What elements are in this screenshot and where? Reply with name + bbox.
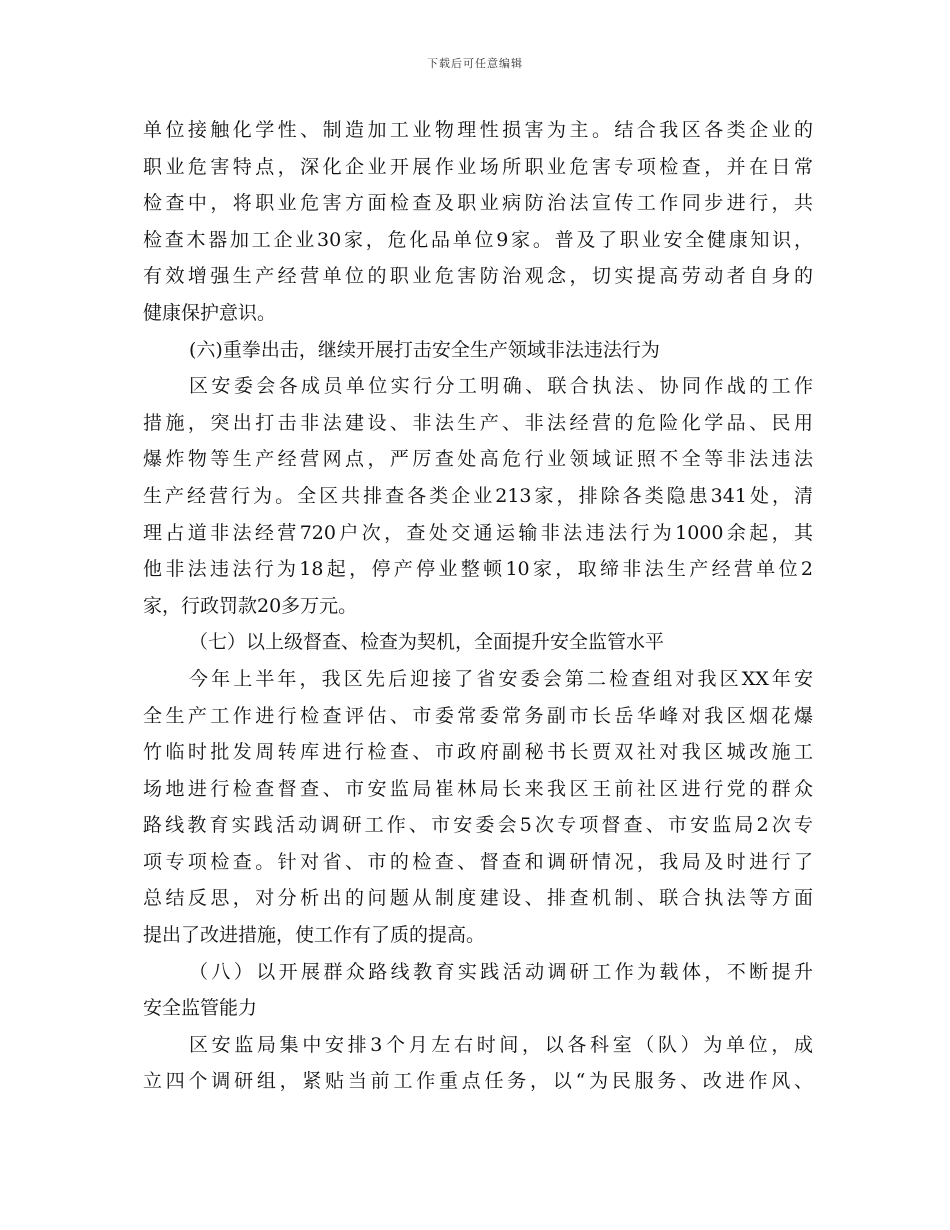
text-line: 今年上半年，我区先后迎接了省安委会第二检查组对我区XX年安 xyxy=(189,667,813,690)
text-line: 检查中，将职业危害方面检查及职业病防治法宣传工作同步进行，共 xyxy=(143,192,813,215)
text-line: 项专项检查。针对省、市的检查、督查和调研情况，我局及时进行了 xyxy=(143,850,813,873)
text-line: 理占道非法经营720户次，查处交通运输非法违法行为1000余起，其 xyxy=(143,521,813,544)
text-line: 生产经营行为。全区共排查各类企业213家，排除各类隐患341处，清 xyxy=(143,484,813,507)
text-line: 全生产工作进行检查评估、市委常委常务副市长岳华峰对我区烟花爆 xyxy=(143,704,813,727)
text-line: 区安委会各成员单位实行分工明确、联合执法、协同作战的工作 xyxy=(189,375,813,398)
text-line: 他非法违法行为18起，停产停业整顿10家，取缔非法生产经营单位2 xyxy=(143,558,813,581)
text-line: 检查木器加工企业30家，危化品单位9家。普及了职业安全健康知识， xyxy=(143,228,813,251)
page-header-note: 下载后可任意编辑 xyxy=(427,57,523,70)
text-line: 总结反思，对分析出的问题从制度建设、排查机制、联合执法等方面 xyxy=(143,887,813,910)
section-heading-8: （八）以开展群众路线教育实践活动调研工作为载体，不断提升 xyxy=(189,960,813,983)
text-line: 家，行政罚款20多万元。 xyxy=(143,594,358,617)
text-line: 单位接触化学性、制造加工业物理性损害为主。结合我区各类企业的 xyxy=(143,119,813,141)
text-line: 措施，突出打击非法建设、非法生产、非法经营的危险化学品、民用 xyxy=(143,411,813,434)
text-line: 职业危害特点，深化企业开展作业场所职业危害专项检查，并在日常 xyxy=(143,155,813,178)
text-line: 爆炸物等生产经营网点，严厉查处高危行业领域证照不全等非法违法 xyxy=(143,448,813,471)
text-line: 提出了改进措施，使工作有了质的提高。 xyxy=(143,924,486,947)
document-body xyxy=(143,112,813,1100)
section-heading-8-continued: 安全监管能力 xyxy=(143,997,258,1020)
section-heading-6: (六)重拳出击，继续开展打击安全生产领域非法违法行为 xyxy=(189,338,660,361)
text-line: 区安监局集中安排3个月左右时间，以各科室（队）为单位，成 xyxy=(189,1033,813,1056)
text-line: 健康保护意识。 xyxy=(143,301,277,324)
text-line: 场地进行检查督查、市安监局崔林局长来我区王前社区进行党的群众 xyxy=(143,777,813,800)
text-line: 路线教育实践活动调研工作、市安委会5次专项督查、市安监局2次专 xyxy=(143,814,813,837)
section-heading-7: （七）以上级督查、检查为契机，全面提升安全监管水平 xyxy=(189,631,665,654)
text-line: 竹临时批发周转库进行检查、市政府副秘书长贾双社对我区城改施工 xyxy=(143,741,813,764)
text-line: 立四个调研组，紧贴当前工作重点任务，以“为民服务、改进作风、 xyxy=(143,1070,813,1093)
text-line: 有效增强生产经营单位的职业危害防治观念，切实提高劳动者自身的 xyxy=(143,265,813,288)
